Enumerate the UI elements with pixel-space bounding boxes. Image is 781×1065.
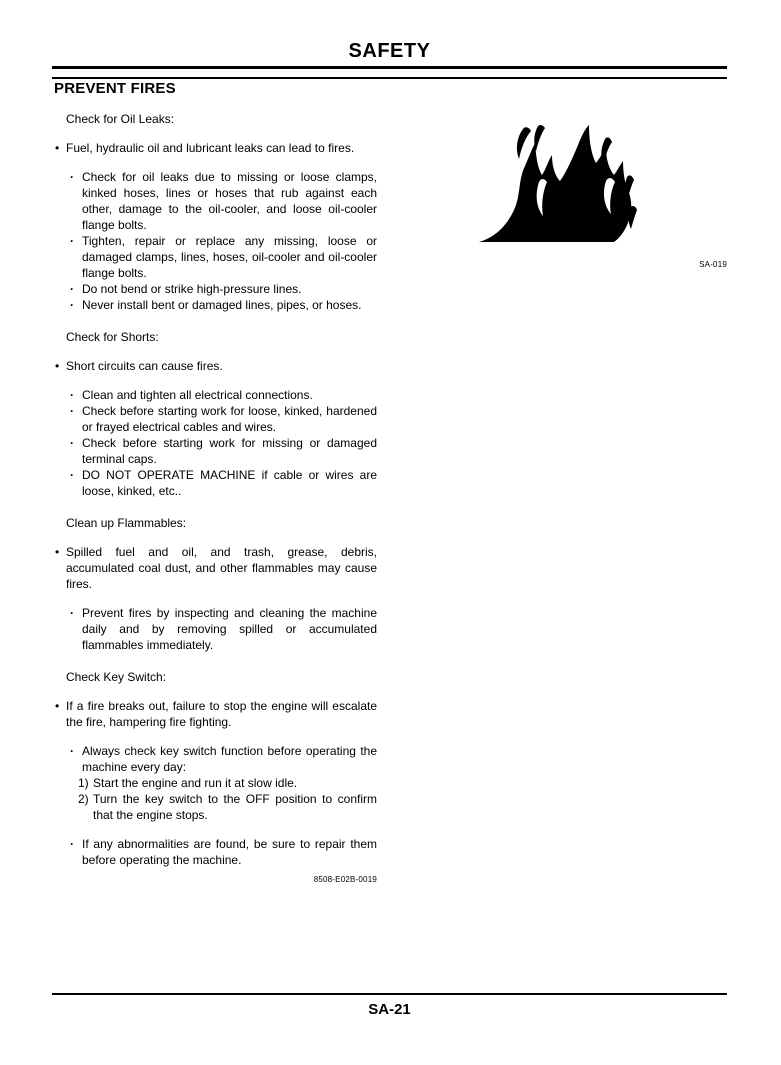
page-number: SA-21	[368, 1001, 411, 1018]
section-title: PREVENT FIRES	[54, 80, 176, 97]
header-rule	[52, 66, 727, 79]
subheading-check-oil-leaks: Check for Oil Leaks:	[66, 112, 175, 126]
dot-icon: ·	[70, 282, 74, 296]
sub-bullet-item: · DO NOT OPERATE MACHINE if cable or wires are loose, kinked, etc..	[70, 468, 377, 498]
bullet-item: • If a fire breaks out, failure to stop the engine will escalate the fire, hampering fire fighting.	[55, 699, 377, 729]
bullet-item: • Short circuits can cause fires.	[55, 359, 223, 373]
dot-icon: ·	[70, 606, 74, 620]
subheading-clean-up-flammables: Clean up Flammables:	[66, 516, 187, 530]
fire-figure	[478, 124, 727, 270]
sub-bullet-item: · If any abnormalities are found, be sure to repair them before operating the machine.	[70, 837, 377, 867]
bullet-icon: •	[55, 699, 60, 713]
sub-bullet-item: · Do not bend or strike high-pressure lines.	[70, 282, 302, 296]
bullet-icon: •	[55, 359, 60, 373]
flames-icon	[478, 124, 638, 244]
number-label: 1)	[78, 776, 89, 790]
subheading-check-key-switch: Check Key Switch:	[66, 670, 167, 684]
sub-bullet-item: · Never install bent or damaged lines, pipes, or hoses.	[70, 298, 362, 312]
figure-label: SA-019	[699, 260, 727, 269]
dot-icon: ·	[70, 298, 74, 312]
page-header-title: SAFETY	[348, 40, 431, 62]
bullet-item: • Fuel, hydraulic oil and lubricant leaks can lead to fires.	[55, 141, 355, 155]
dot-icon: ·	[70, 388, 74, 402]
number-label: 2)	[78, 792, 89, 806]
bullet-item: • Spilled fuel and oil, and trash, grease, debris, accumulated coal dust, and other flammables may cause fires.	[55, 545, 377, 591]
dot-icon: ·	[70, 744, 74, 758]
subheading-check-shorts: Check for Shorts:	[66, 330, 159, 344]
dot-icon: ·	[70, 234, 74, 248]
sub-bullet-item: · Check before starting work for loose, kinked, hardened or frayed electrical cables and wires.	[70, 404, 377, 434]
sub-bullet-item: · Prevent fires by inspecting and cleaning the machine daily and by removing spilled or accumulated flammables immediately.	[70, 606, 377, 652]
sub-bullet-item: · Check for oil leaks due to missing or loose clamps, kinked hoses, lines or hoses that rub against each other, damage to the oil-cooler, and loose oil-cooler flange bolts.	[70, 170, 377, 232]
sub-bullet-item: · Check before starting work for missing or damaged terminal caps.	[70, 436, 377, 466]
dot-icon: ·	[70, 170, 74, 184]
footer-rule	[52, 993, 727, 995]
text-column	[55, 111, 377, 885]
sub-bullet-item: · Always check key switch function before operating the machine every day:	[70, 744, 377, 774]
document-code: 8508-E02B-0019	[313, 875, 377, 884]
numbered-item: 2) Turn the key switch to the OFF position to confirm that the engine stops.	[78, 792, 377, 822]
dot-icon: ·	[70, 837, 74, 851]
dot-icon: ·	[70, 404, 74, 418]
bullet-icon: •	[55, 141, 60, 155]
sub-bullet-item: · Tighten, repair or replace any missing, loose or damaged clamps, lines, hoses, oil-cooler and oil-cooler flange bolts.	[70, 234, 377, 280]
sub-bullet-item: · Clean and tighten all electrical connections.	[70, 388, 313, 402]
dot-icon: ·	[70, 436, 74, 450]
bullet-icon: •	[55, 545, 60, 559]
numbered-item: 1) Start the engine and run it at slow idle.	[78, 776, 298, 790]
dot-icon: ·	[70, 468, 74, 482]
